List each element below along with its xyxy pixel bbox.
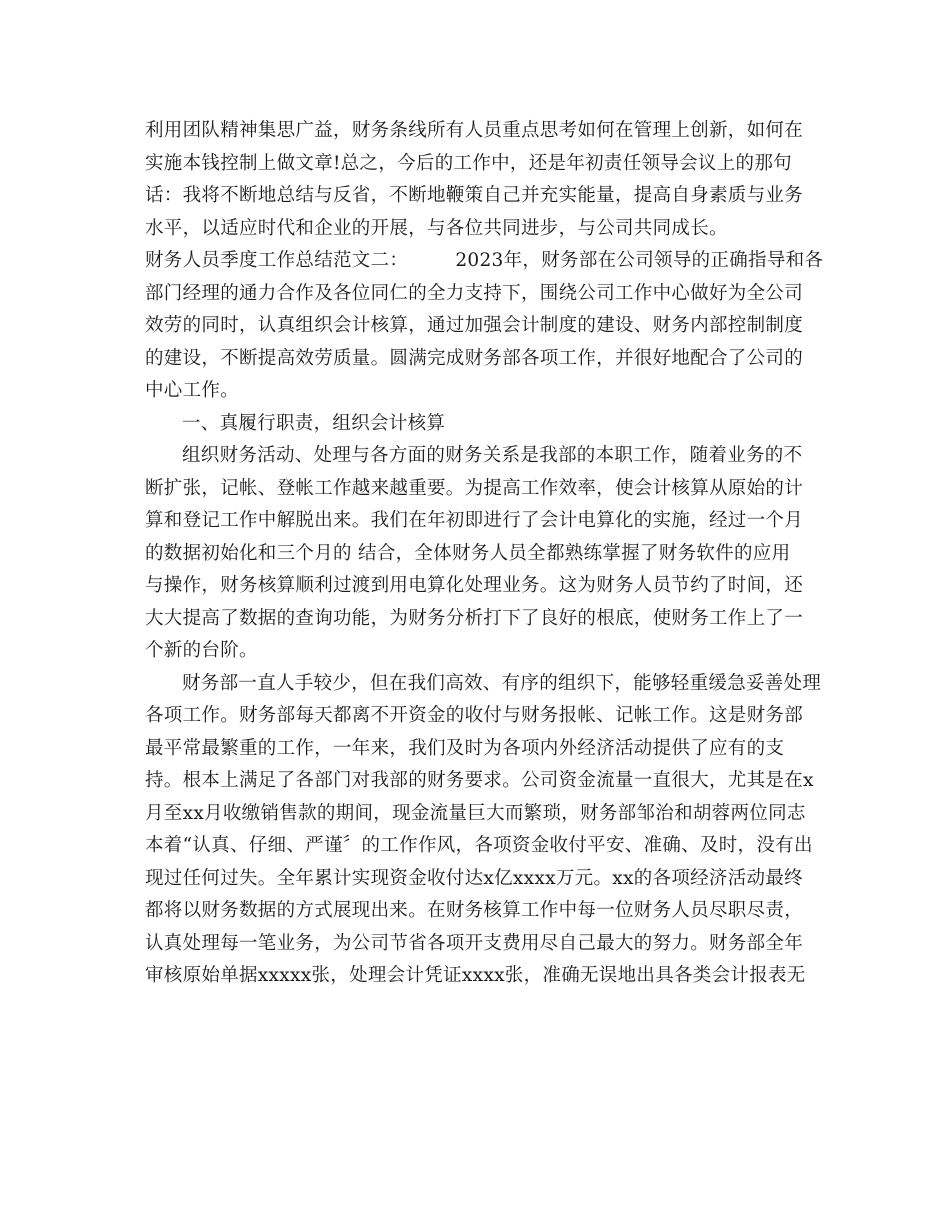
- text-line: 认真处理每一笔业务，为公司节省各项开支费用尽自己最大的努力。财务部全年: [145, 933, 804, 954]
- text-line: 财务部一直人手较少，但在我们高效、有序的组织下，能够轻重缓急妥善处理: [182, 673, 822, 694]
- text-line: 各项工作。财务部每天都离不开资金的收付与财务报帐、记帐工作。这是财务部: [145, 705, 804, 726]
- text-line: 的建设，不断提高效劳质量。圆满完成财务部各项工作，并很好地配合了公司的: [145, 348, 804, 369]
- text-line: 水平，以适应时代和企业的开展，与各位共同进步，与公司共同成长。: [145, 218, 728, 239]
- text-line: 现过任何过失。全年累计实现资金收付达x亿xxxx万元。xx的各项经济活动最终: [145, 868, 803, 889]
- text-line: 效劳的同时，认真组织会计核算，通过加强会计制度的建设、财务内部控制制度: [145, 315, 804, 336]
- section-heading: 财务人员季度工作总结范文二： 2023年，财务部在公司领导的正确指导和各: [145, 250, 824, 271]
- subheading: 一、真履行职责，组织会计核算: [182, 413, 446, 434]
- text-line: 最平常最繁重的工作，一年来，我们及时为各项内外经济活动提供了应有的支: [145, 738, 785, 759]
- text-line: 实施本钱控制上做文章!总之，今后的工作中，还是年初责任领导会议上的那句: [145, 153, 792, 174]
- text-line: 本着“认真、仔细、严谨〞的工作作风，各项资金收付平安、准确、及时，没有出: [145, 835, 813, 856]
- text-line: 利用团队精神集思广益，财务条线所有人员重点思考如何在管理上创新，如何在: [145, 120, 804, 141]
- text-line: 部门经理的通力合作及各位同仁的全力支持下，围绕公司工作中心做好为全公司: [145, 283, 804, 304]
- text-line: 中心工作。: [145, 380, 240, 401]
- text-line: 算和登记工作中解脱出来。我们在年初即进行了会计电算化的实施，经过一个月: [145, 510, 804, 531]
- text-line: 持。根本上满足了各部门对我部的财务要求。公司资金流量一直很大，尤其是在x: [145, 770, 814, 791]
- text-line: 都将以财务数据的方式展现出来。在财务核算工作中每一位财务人员尽职尽责，: [145, 900, 804, 921]
- text-line: 断扩张，记帐、登帐工作越来越重要。为提高工作效率，使会计核算从原始的计: [145, 478, 804, 499]
- text-line: 个新的台阶。: [145, 640, 258, 661]
- text-line: 话：我将不断地总结与反省，不断地鞭策自己并充实能量，提高自身素质与业务: [145, 185, 804, 206]
- text-line: 组织财务活动、处理与各方面的财务关系是我部的本职工作，随着业务的不: [182, 445, 803, 466]
- text-line: 月至xx月收缴销售款的期间，现金流量巨大而繁琐，财务部邹治和胡蓉两位同志: [145, 803, 806, 824]
- text-line: 大大提高了数据的查询功能，为财务分析打下了良好的根底，使财务工作上了一: [145, 608, 804, 629]
- text-line: 审核原始单据xxxxx张，处理会计凭证xxxx张，准确无误地出具各类会计报表无: [145, 965, 806, 986]
- text-line: 的数据初始化和三个月的 结合，全体财务人员全都熟练掌握了财务软件的应用: [145, 543, 791, 564]
- text-line: 与操作，财务核算顺利过渡到用电算化处理业务。这为财务人员节约了时间，还: [145, 575, 804, 596]
